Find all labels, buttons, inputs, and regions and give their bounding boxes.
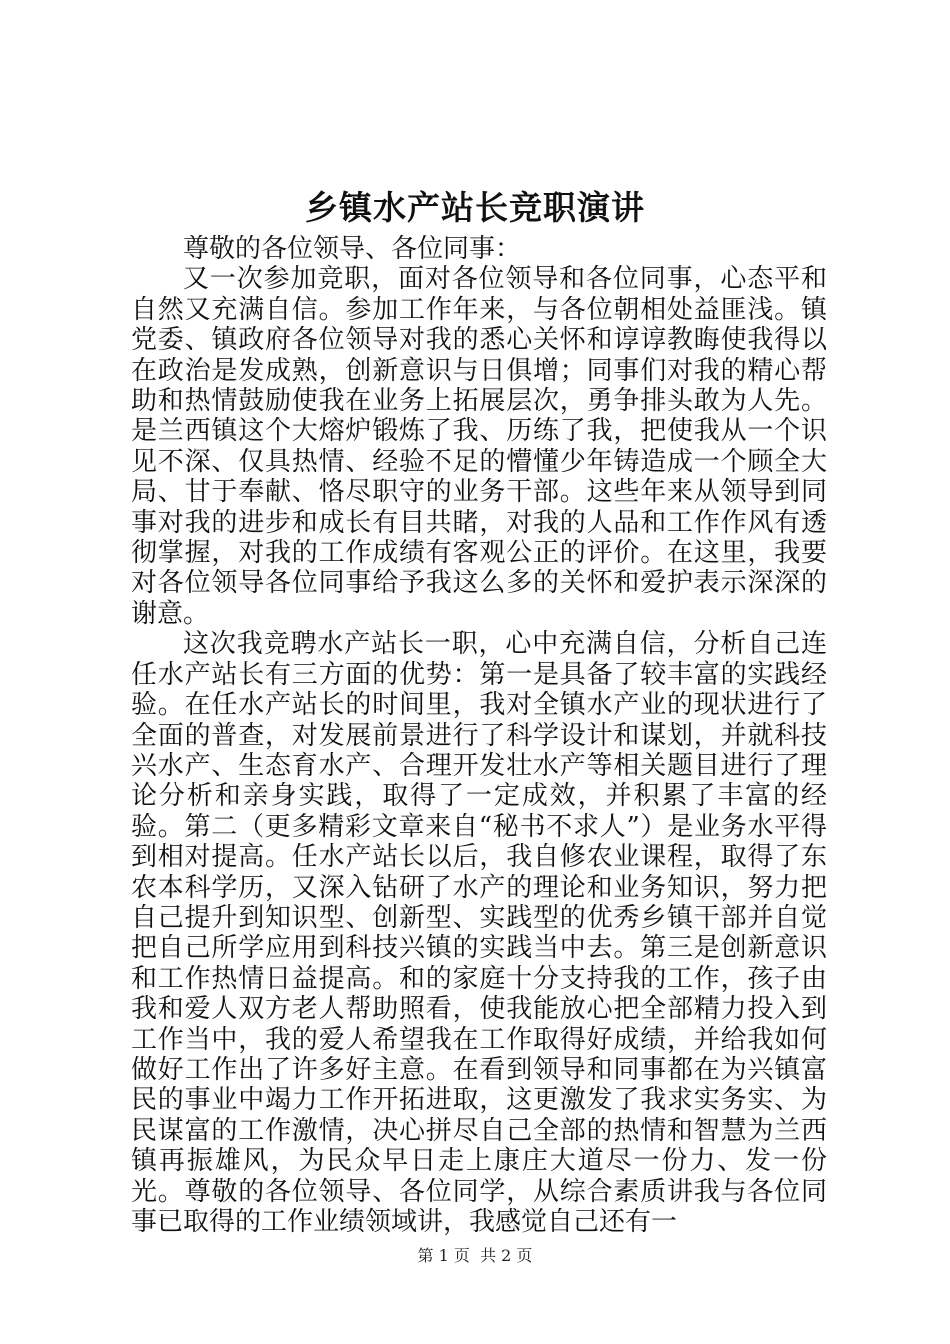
page-total: 共 2 页 (480, 1246, 533, 1265)
page-number: 第 1 页 (417, 1246, 470, 1265)
paragraph-gratitude: 又一次参加竞职，面对各位领导和各位同事，心态平和自然又充满自信。参加工作年来，与各位朝相处益匪浅。镇党委、镇政府各位领导对我的悉心关怀和谆谆教晦使我得以在政治是发成熟，创新意识与日俱增；同事们对我的精心帮助和热情鼓励使我在业务上拓展层次，勇争排头敢为人先。是兰西镇这个大熔炉锻炼了我、历练了我，把使我从一个识见不深、仅具热情、经验不足的懵懂少年铸造成一个顾全大局、甘于奉献、恪尽职守的业务干部。这些年来从领导到同事对我的进步和成长有目共睹，对我的人品和工作作风有透彻掌握，对我的工作成绩有客观公正的评价。在这里，我要对各位领导各位同事给予我这么多的关怀和爱护表示深深的谢意。 (131, 264, 827, 629)
document-title: 乡镇水产站长竞职演讲 (305, 188, 645, 227)
document-body (131, 234, 827, 1237)
paragraph-salutation: 尊敬的各位领导、各位同事： (183, 234, 522, 264)
paragraph-advantages: 这次我竞聘水产站长一职，心中充满自信，分析自己连任水产站长有三方面的优势：第一是具备了较丰富的实践经验。在任水产站长的时间里，我对全镇水产业的现状进行了全面的普查，对发展前景进行了科学设计和谋划，并就科技兴水产、生态育水产、合理开发壮水产等相关题目进行了理论分析和亲身实践，取得了一定成效，并积累了丰富的经验。第二（更多精彩文章来自“秘书不求人”）是业务水平得到相对提高。任水产站长以后，我自修农业课程，取得了东农本科学历，又深入钻研了水产的理论和业务知识，努力把自己提升到知识型、创新型、实践型的优秀乡镇干部并自觉把自己所学应用到科技兴镇的实践当中去。第三是创新意识和工作热情日益提高。和的家庭十分支持我的工作，孩子由我和爱人双方老人帮助照看，使我能放心把全部精力投入到工作当中，我的爱人希望我在工作取得好成绩，并给我如何做好工作出了许多好主意。在看到领导和同事都在为兴镇富民的事业中竭力工作开拓进取，这更激发了我求实务实、为民谋富的工作激情，决心拼尽自己全部的热情和智慧为兰西镇再振雄风，为民众早日走上康庄大道尽一份力、发一份光。尊敬的各位领导、各位同学，从综合素质讲我与各位同事已取得的工作业绩领域讲，我感觉自己还有一 (131, 629, 827, 1237)
page-footer (0, 1245, 950, 1267)
